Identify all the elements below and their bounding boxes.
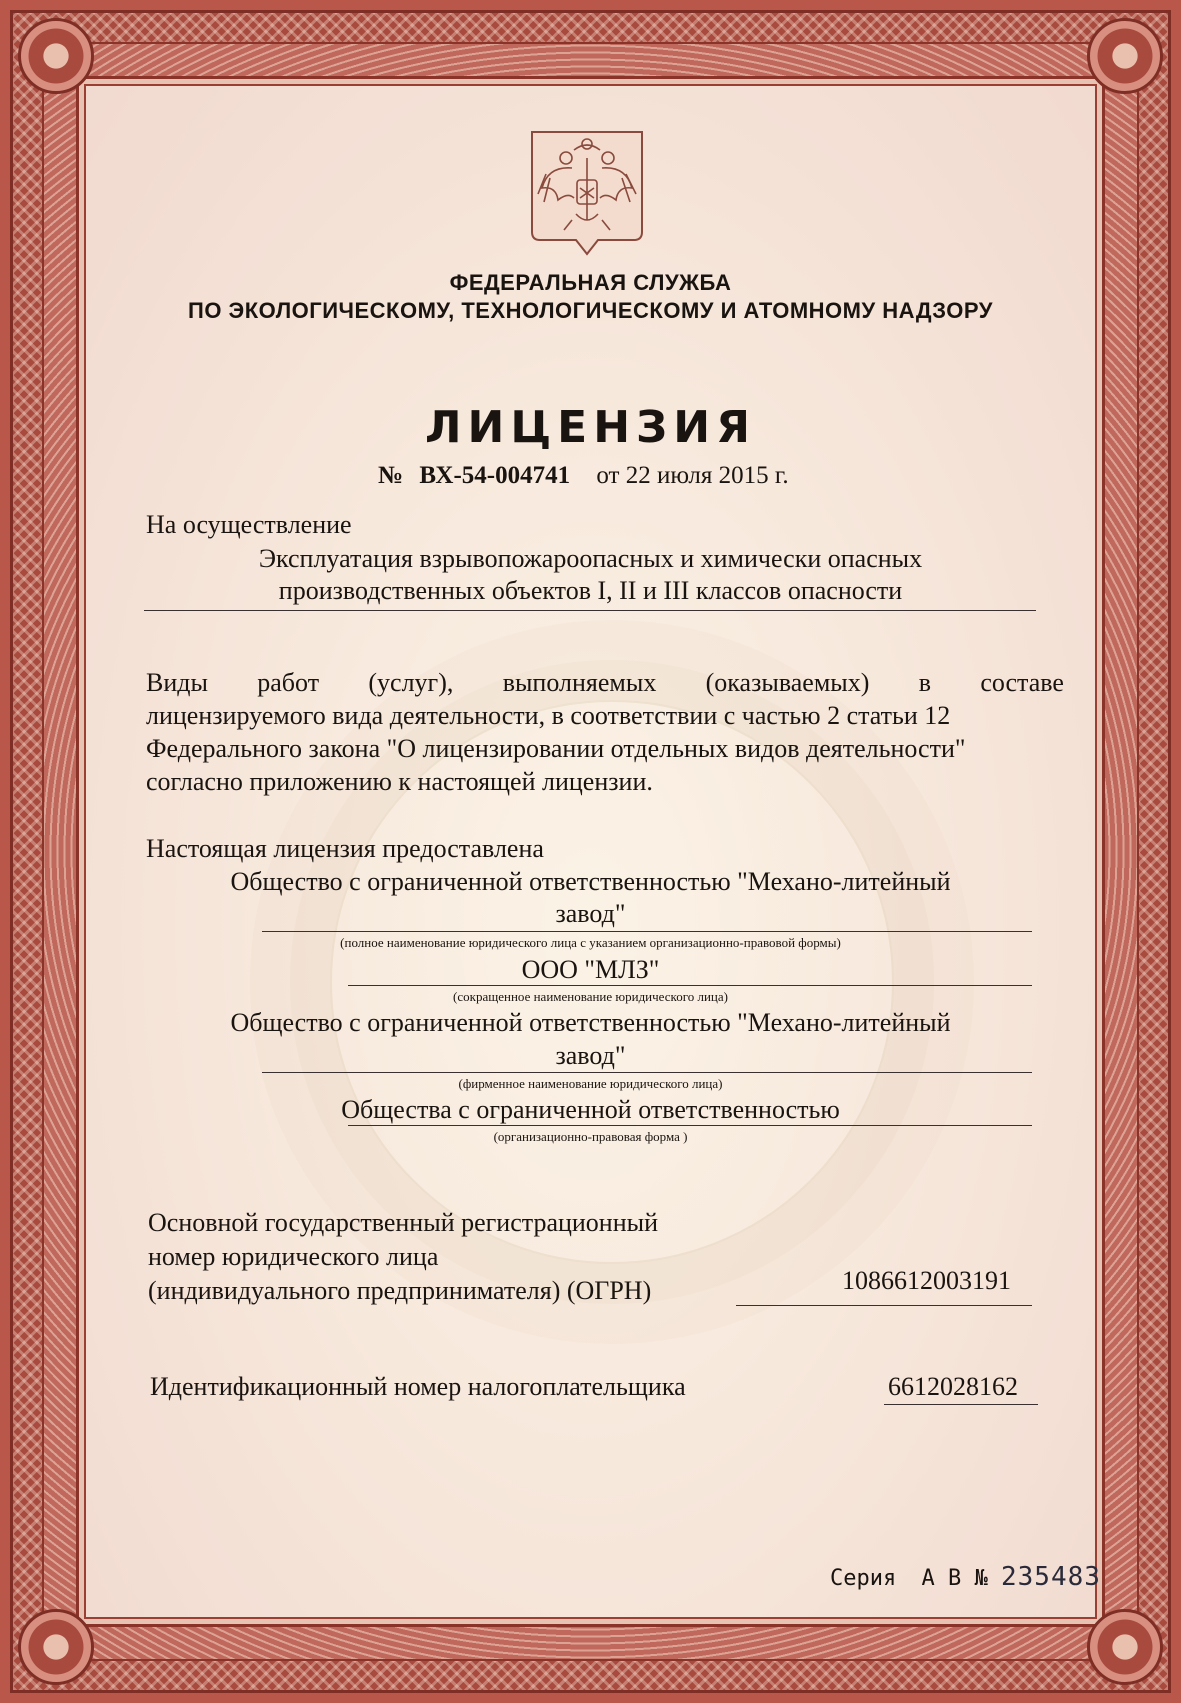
works-line1 (146, 668, 1064, 698)
license-number-line (378, 462, 789, 490)
number-sign: № (378, 462, 404, 489)
full-name-line1: Общество с ограниченной ответственностью "Механо-литейный (230, 867, 951, 896)
firm-name-caption: (фирменное наименование юридического лица) (458, 1076, 723, 1091)
full-name-underline (262, 931, 1032, 932)
activity-line1: Эксплуатация взрывопожароопасных и химически опасных (258, 544, 923, 573)
works-line3: Федерального закона "О лицензировании отдельных видов деятельности" (146, 734, 966, 763)
ogrn-label-line2: номер юридического лица (148, 1242, 439, 1271)
activity-underline (144, 610, 1036, 611)
short-name: ООО "МЛЗ" (521, 955, 660, 984)
full-name-line2: завод" (555, 899, 626, 928)
double-headed-eagle-emblem-icon (528, 128, 646, 258)
ogrn-label-line1: Основной государственный регистрационный (148, 1208, 659, 1237)
ogrn-underline (736, 1305, 1032, 1306)
activity-label: На осуществление (146, 510, 352, 539)
full-name-caption: (полное наименование юридического лица с указанием организационно-правовой формы) (340, 935, 841, 950)
document-title: ЛИЦЕНЗИЯ (424, 402, 757, 453)
works-word: составе (980, 668, 1064, 697)
short-name-underline (348, 985, 1032, 986)
short-name-caption: (сокращенное наименование юридического лица) (453, 989, 728, 1004)
inn-value: 6612028162 (888, 1372, 1018, 1401)
serial-number-sign: № (974, 1566, 988, 1591)
ogrn-label-line3: (индивидуального предпринимателя) (ОГРН) (148, 1276, 652, 1305)
firm-name-line1: Общество с ограниченной ответственностью "Механо-литейный (230, 1008, 951, 1037)
firm-name-underline (262, 1072, 1032, 1073)
works-line4: согласно приложению к настоящей лицензии. (146, 767, 653, 796)
serial-series: А В (921, 1566, 962, 1591)
legal-form-underline (348, 1125, 1032, 1126)
serial-number: 235483 (1000, 1562, 1101, 1592)
legal-form-caption: (организационно-правовая форма ) (493, 1129, 688, 1144)
works-line2: лицензируемого вида деятельности, в соответствии с частью 2 статьи 12 (146, 701, 951, 730)
works-word: работ (257, 668, 320, 697)
license-date: от 22 июля 2015 г. (596, 462, 789, 489)
inn-underline (884, 1404, 1038, 1405)
works-word: (оказываемых) (705, 668, 870, 697)
works-word: (услуг), (368, 668, 454, 697)
agency-name-line1: ФЕДЕРАЛЬНАЯ СЛУЖБА (449, 270, 732, 295)
blank-serial (830, 1562, 1101, 1592)
inn-label: Идентификационный номер налогоплательщика (150, 1372, 686, 1401)
license-number: ВХ-54-004741 (419, 462, 571, 489)
ogrn-value: 1086612003191 (842, 1266, 1011, 1295)
activity-line2: производственных объектов I, II и III классов опасности (278, 576, 903, 605)
legal-form: Общества с ограниченной ответственностью (341, 1095, 840, 1124)
serial-label: Серия (830, 1566, 897, 1591)
agency-name-line2: ПО ЭКОЛОГИЧЕСКОМУ, ТЕХНОЛОГИЧЕСКОМУ И АТОМНОМУ НАДЗОРУ (188, 298, 993, 323)
works-word: выполняемых (502, 668, 657, 697)
granted-label: Настоящая лицензия предоставлена (146, 834, 544, 863)
works-word: в (918, 668, 932, 697)
firm-name-line2: завод" (555, 1041, 626, 1070)
works-word: Виды (146, 668, 208, 697)
